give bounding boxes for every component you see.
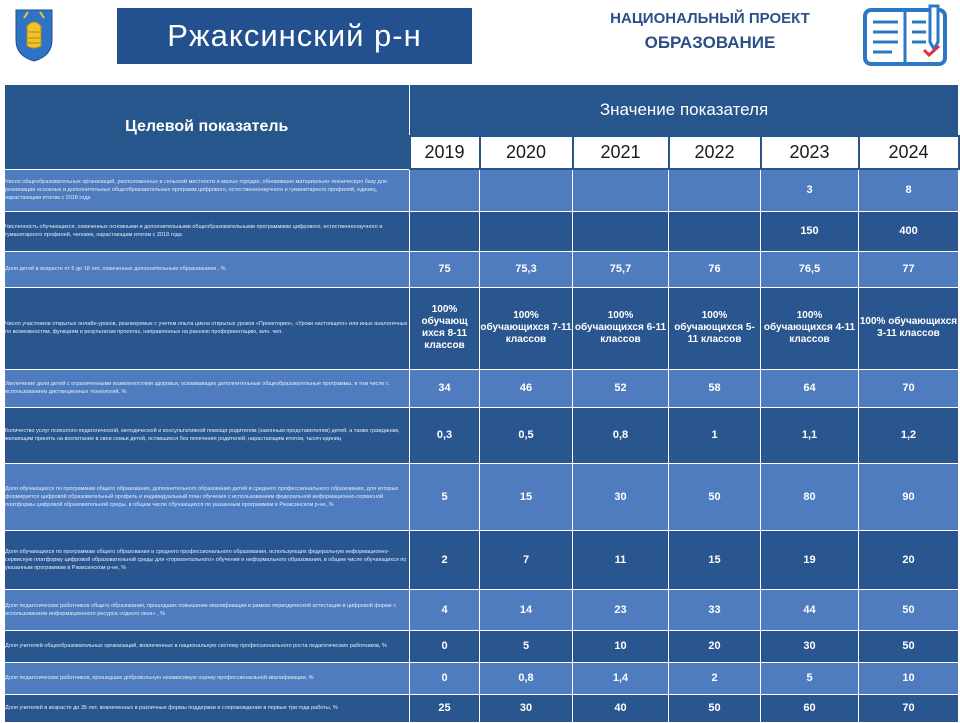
indicator-value: 5 (761, 662, 859, 694)
indicator-description: Доля обучающихся по программам общего образования и среднего профессионального образования, использующих федеральную информационно-сервисную платформу цифровой образовательной среды для «горизонтального» обучения и неформального образования, в общем числе обучающихся по указанным программам в Ржаксинском р-не, % (5, 530, 410, 589)
indicator-value: 0 (410, 662, 480, 694)
indicator-value: 1,4 (573, 662, 669, 694)
year-header: 2023 (761, 136, 859, 169)
table-row (5, 251, 959, 287)
indicator-value: 90 (859, 463, 959, 530)
indicator-value: 5 (480, 630, 573, 662)
indicator-value: 76,5 (761, 251, 859, 287)
indicator-value: 4 (410, 589, 480, 630)
indicator-value (480, 211, 573, 251)
year-header: 2024 (859, 136, 959, 169)
indicator-description: Доля обучающихся по программам общего образования, дополнительного образования детей и среднего профессионального образования, для которых формируется цифровой образовательный профиль и индивидуальный план обучения с использованием федеральной информационно-сервисной платформы цифровой образовательной среды, в общем числе обучающихся по указанным программам в Ржаксинском р-не, % (5, 463, 410, 530)
indicator-description: Увеличение доли детей с ограниченными возможностями здоровья, осваивающих дополнительные общеобразовательные программы, в том числе с использованием дистанционных технологий, % (5, 369, 410, 407)
indicator-value: 100% обучающихся 6-11 классов (573, 287, 669, 369)
table-row (5, 662, 959, 694)
indicator-value: 64 (761, 369, 859, 407)
open-book-icon (862, 2, 950, 68)
table-row (5, 169, 959, 211)
table-row (5, 463, 959, 530)
table-row (5, 530, 959, 589)
indicator-value: 40 (573, 694, 669, 722)
indicator-value: 34 (410, 369, 480, 407)
indicator-value: 20 (859, 530, 959, 589)
indicator-description: Доля педагогических работников общего образования, прошедших повышение квалификации в рамках периодической аттестации в цифровой форме с использованием информационного ресурса «одного окна» , % (5, 589, 410, 630)
indicator-value: 2 (669, 662, 761, 694)
national-project-label (590, 10, 830, 53)
indicator-value: 50 (859, 589, 959, 630)
indicator-value: 100% обучающ ихся 8-11 классов (410, 287, 480, 369)
year-header: 2022 (669, 136, 761, 169)
indicator-value: 77 (859, 251, 959, 287)
indicator-description: Число общеобразовательных организаций, расположенных в сельской местности и малых городах, обновивших материально-техническую базу для реализации основных и дополнительных общеобразовательных программ цифрового, естественнонаучного и гуманитарного профилей, единиц, нарастающим итогом с 2018 года (5, 169, 410, 211)
indicator-value: 0 (410, 630, 480, 662)
indicator-value (573, 211, 669, 251)
indicator-value: 20 (669, 630, 761, 662)
indicator-value: 10 (859, 662, 959, 694)
indicator-value: 80 (761, 463, 859, 530)
indicator-description: Доля учителей общеобразовательных организаций, вовлеченных в национальную систему профессионального роста педагогических работников, % (5, 630, 410, 662)
indicator-description: Доля детей в возрасте от 5 до 18 лет, охваченных дополнительным образованием , % (5, 251, 410, 287)
indicator-value: 70 (859, 369, 959, 407)
indicator-value: 75,3 (480, 251, 573, 287)
indicator-value: 0,8 (480, 662, 573, 694)
year-header: 2021 (573, 136, 669, 169)
slide-header (0, 0, 960, 80)
indicator-value: 1,1 (761, 407, 859, 463)
indicator-value: 30 (761, 630, 859, 662)
indicator-description: Число участников открытых онлайн-уроков, реализуемых с учетом опыта цикла открытых уроков «Проектория», «Уроки настоящего» или иных аналогичных по возможностям, функциям и результатам проектах, направленных на раннюю профориентацию, млн. чел. (5, 287, 410, 369)
indicator-value: 44 (761, 589, 859, 630)
indicator-value: 50 (669, 694, 761, 722)
indicator-value: 0,8 (573, 407, 669, 463)
indicator-description: Доля педагогических работников, прошедших добровольную независимую оценку профессиональной квалификации, % (5, 662, 410, 694)
indicator-value: 11 (573, 530, 669, 589)
table-row (5, 694, 959, 722)
indicator-value: 19 (761, 530, 859, 589)
indicator-value: 1 (669, 407, 761, 463)
indicator-value: 3 (761, 169, 859, 211)
table-row (5, 369, 959, 407)
table-row (5, 589, 959, 630)
indicator-value: 70 (859, 694, 959, 722)
indicator-value: 0,5 (480, 407, 573, 463)
indicator-value: 75,7 (573, 251, 669, 287)
project-line-1: НАЦИОНАЛЬНЫЙ ПРОЕКТ (610, 10, 810, 27)
table-row (5, 211, 959, 251)
indicator-value: 58 (669, 369, 761, 407)
indicator-value: 76 (669, 251, 761, 287)
indicator-value: 400 (859, 211, 959, 251)
indicator-value: 60 (761, 694, 859, 722)
indicator-description: Численность обучающихся, охваченных основными и дополнительными общеобразовательными программами цифрового, естественнонаучного и гуманитарного профилей, человек, нарастающим итогом с 2018 года (5, 211, 410, 251)
indicator-value: 50 (859, 630, 959, 662)
indicator-value: 33 (669, 589, 761, 630)
indicator-table (4, 84, 960, 723)
indicator-value: 8 (859, 169, 959, 211)
indicator-value: 7 (480, 530, 573, 589)
indicator-value (669, 169, 761, 211)
indicator-value: 30 (480, 694, 573, 722)
indicator-value: 25 (410, 694, 480, 722)
indicator-value: 50 (669, 463, 761, 530)
indicator-value (480, 169, 573, 211)
indicator-value (410, 169, 480, 211)
indicator-value: 14 (480, 589, 573, 630)
indicator-value: 100% обучающихся 5-11 классов (669, 287, 761, 369)
indicator-value: 0,3 (410, 407, 480, 463)
indicator-value: 150 (761, 211, 859, 251)
project-line-2: ОБРАЗОВАНИЕ (644, 33, 776, 52)
indicator-value: 46 (480, 369, 573, 407)
indicator-value (410, 211, 480, 251)
coat-of-arms-icon (14, 6, 54, 62)
indicator-value (573, 169, 669, 211)
indicator-rows (5, 169, 959, 722)
indicator-value: 100% обучающихся 4-11 классов (761, 287, 859, 369)
indicator-description: Доля учителей в возрасте до 35 лет, вовлеченных в различные формы поддержки и сопровождения в первые три года работы, % (5, 694, 410, 722)
indicator-value: 15 (669, 530, 761, 589)
indicator-value: 30 (573, 463, 669, 530)
indicator-value: 2 (410, 530, 480, 589)
indicator-value (669, 211, 761, 251)
indicator-value: 75 (410, 251, 480, 287)
indicator-description: Количество услуг психолого-педагогической, методической и консультативной помощи родителям (законным представителям) детей, а также гражданам, желающим принять на воспитание в свои семьи детей, оставшихся без попечения родителей, нарастающим итогом, тысяч единиц (5, 407, 410, 463)
indicator-value: 100% обучающихся 7-11 классов (480, 287, 573, 369)
table-row (5, 287, 959, 369)
indicator-value: 1,2 (859, 407, 959, 463)
district-title: Ржаксинский р-н (117, 8, 472, 64)
year-header: 2019 (410, 136, 480, 169)
indicator-value: 10 (573, 630, 669, 662)
indicator-value: 100% обучающихся 3-11 классов (859, 287, 959, 369)
indicator-value-header: Значение показателя (410, 85, 959, 137)
indicator-value: 23 (573, 589, 669, 630)
table-row (5, 630, 959, 662)
indicator-value: 5 (410, 463, 480, 530)
year-header: 2020 (480, 136, 573, 169)
indicator-value: 15 (480, 463, 573, 530)
table-row (5, 407, 959, 463)
indicator-value: 52 (573, 369, 669, 407)
target-indicator-header: Целевой показатель (5, 85, 410, 170)
